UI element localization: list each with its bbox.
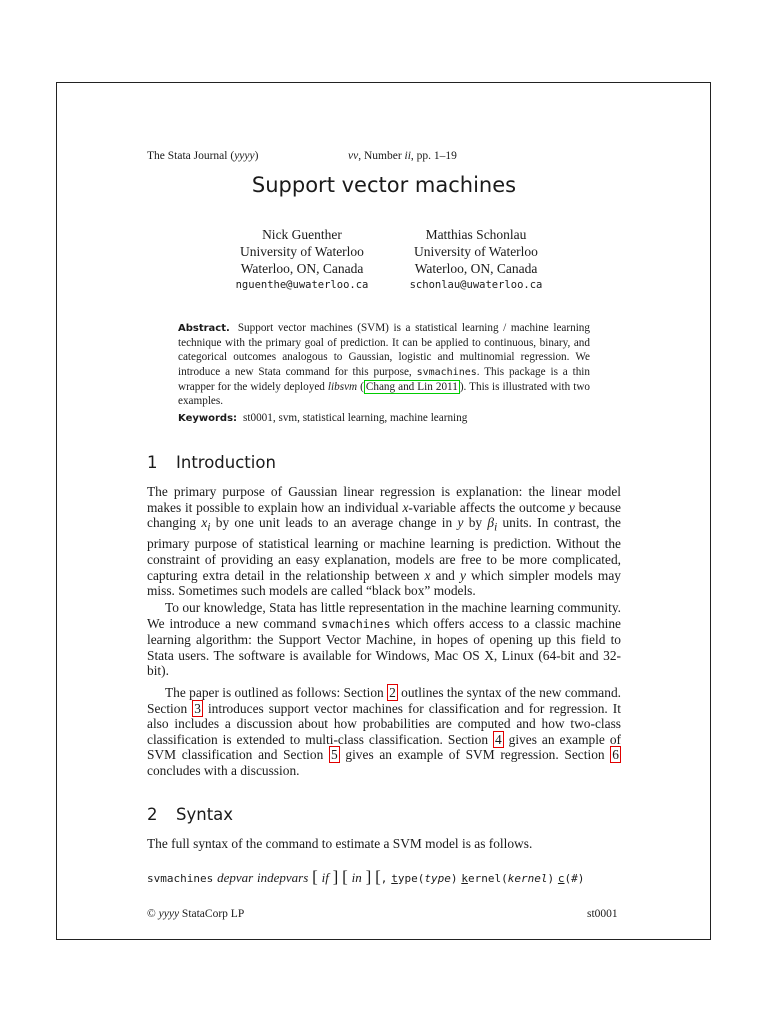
author-1 xyxy=(202,226,402,294)
section-ref-link[interactable]: 2 xyxy=(389,685,396,700)
author-location: Waterloo, ON, Canada xyxy=(240,261,364,276)
syntax-paragraph: The full syntax of the command to estimate a SVM model is as follows. xyxy=(147,836,533,851)
author-email[interactable]: schonlau@uwaterloo.ca xyxy=(409,279,543,291)
abstract: Abstract. Support vector machines (SVM) is a statistical learning / machine learning technique with the primary goal of prediction. It can be applied to continuous, binary, and categorical outcomes analogous to Gaussian, logistic and multinomial regression. We introduce a new Stata command for this purpose, svmachines. This package is a thin wrapper for the widely deployed libsvm ( Chang and Lin 2011 ). This is illustrated with two examples. xyxy=(178,322,590,408)
abstract-label: Abstract. xyxy=(178,323,230,334)
author-name: Matthias Schonlau xyxy=(425,227,527,242)
citation-link[interactable]: Chang and Lin 2011 xyxy=(365,380,458,393)
keywords-label: Keywords: xyxy=(178,413,238,424)
paper-title: Support vector machines xyxy=(251,173,517,197)
author-affiliation: University of Waterloo xyxy=(414,244,538,259)
intro-paragraph-1: The primary purpose of Gaussian linear regression is explanation: the linear model makes it possible to explain how an individual x-variable affects the outcome y because changing $x_i$ by one unit leads to an average change in y by $\beta_i$ units. In contrast, the primary purpose of statistical learning or machine learning is prediction. Without the constraint of providing an easy explanation, models are free to be more complicated, capturing extra detail in the relationship between x and y which simpler models may miss. Sometimes such models are called “black box” models. xyxy=(147,484,622,599)
volume-header: vv, Number ii, pp. 1–19 xyxy=(348,150,457,162)
author-2 xyxy=(376,226,576,294)
footer-code: st0001 xyxy=(587,908,618,920)
author-name: Nick Guenther xyxy=(262,227,342,242)
author-email[interactable]: nguenthe@uwaterloo.ca xyxy=(235,279,369,291)
footer-copyright: © yyyy StataCorp LP xyxy=(147,908,245,920)
intro-paragraph-2: To our knowledge, Stata has little representation in the machine learning community. We introduce a new command svmachines which offers access to a classic machine learning algorithm: the Support Vector Machine, in hopes of opening up this field to Stata users. The software is available for Windows, Mac OS X, Linux (64-bit and 32-bit). xyxy=(147,600,622,679)
syntax-line: svmachines depvar indepvars [ if ] [ in ] [, type(type) kernel(kernel) c(#) xyxy=(147,867,585,886)
section-heading-introduction: 1 Introduction xyxy=(147,453,276,472)
author-affiliation: University of Waterloo xyxy=(240,244,364,259)
section-ref-link[interactable]: 5 xyxy=(330,747,338,763)
author-location: Waterloo, ON, Canada xyxy=(414,261,538,276)
section-ref-link[interactable]: 4 xyxy=(495,731,502,747)
intro-paragraph-3: The paper is outlined as follows: Section 2 outlines the syntax of the new command. Section 3 introduces support vector machines for classification and for regression. It also includes a discussion about how probabilities are computed and how two-class classification is extended to multi-class classification. Section 4 gives an example of SVM classification and Section 5 gives an example of SVM regression. Section 6 concludes with a discussion. xyxy=(147,685,621,778)
section-heading-syntax: 2 Syntax xyxy=(147,805,234,824)
section-ref-link[interactable]: 3 xyxy=(194,700,201,716)
section-ref-link[interactable]: 6 xyxy=(612,747,619,763)
keywords: Keywords: st0001, svm, statistical learning, machine learning xyxy=(178,412,468,424)
journal-header: The Stata Journal (yyyy) xyxy=(147,150,259,162)
